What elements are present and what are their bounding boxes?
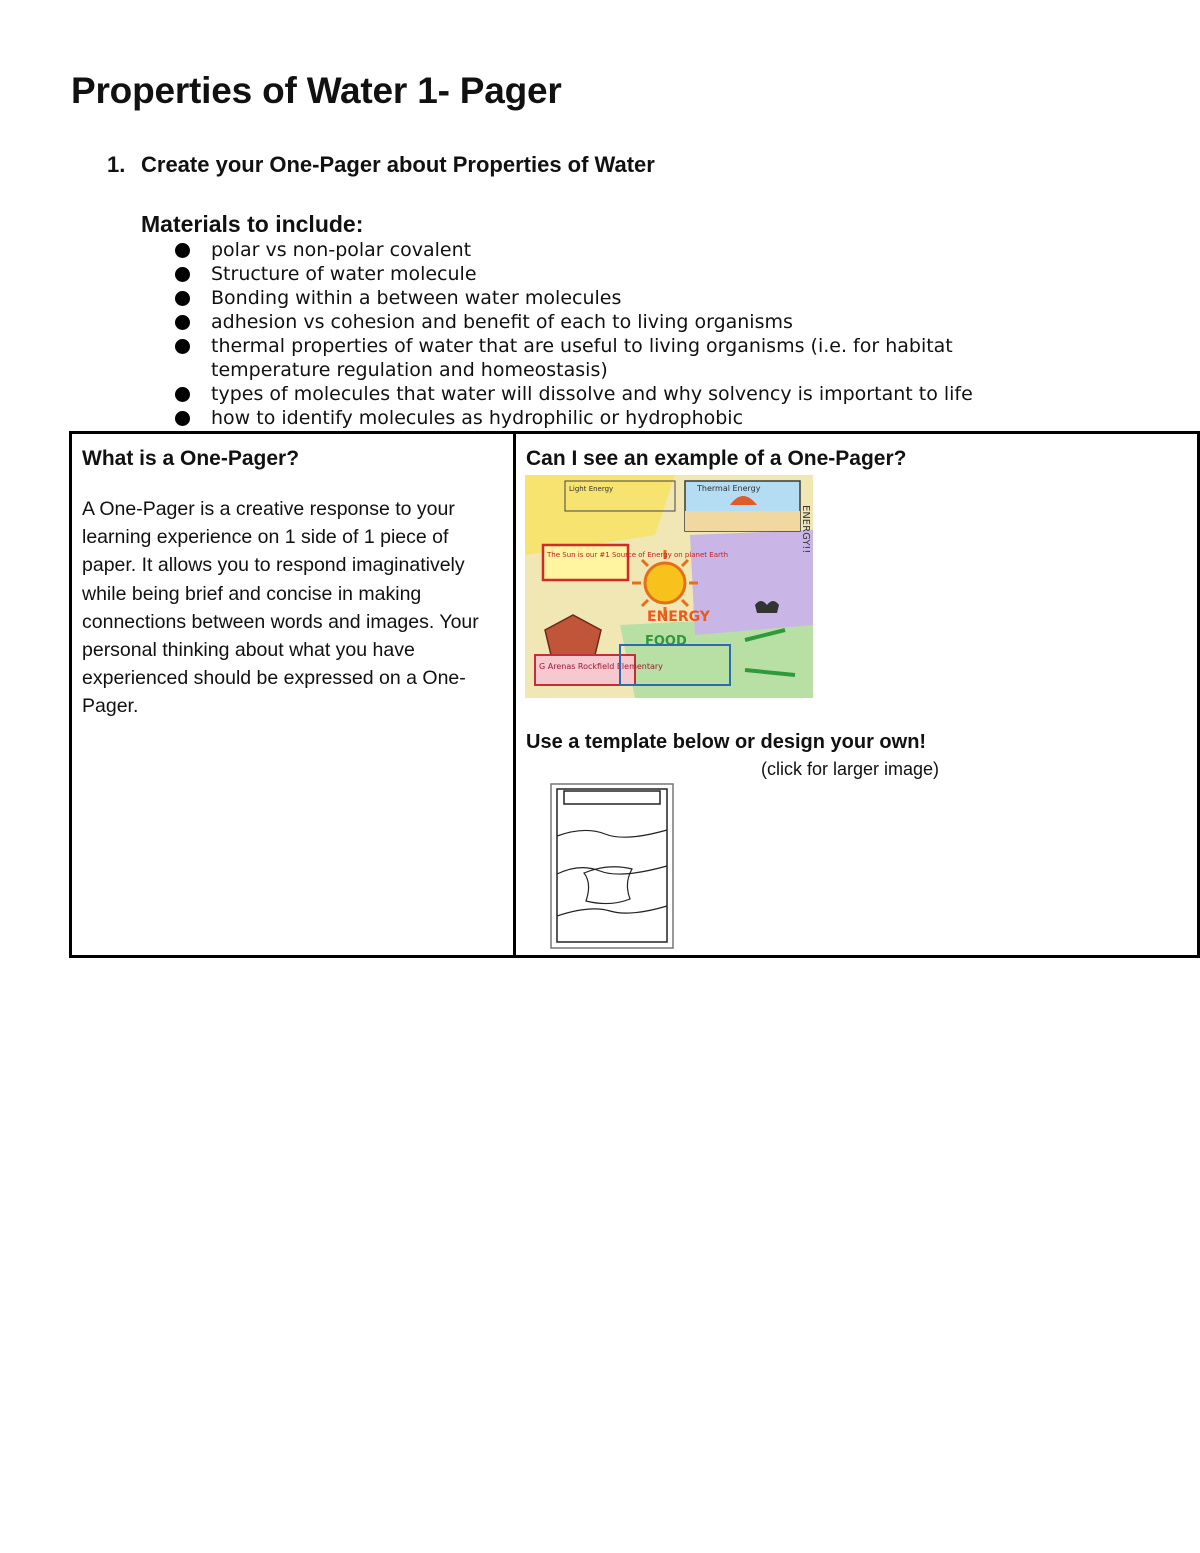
list-item: [0, 262, 1071, 286]
what-is-cell: [71, 433, 515, 957]
page-title: Properties of Water 1- Pager: [71, 70, 562, 111]
step-instruction: [107, 152, 655, 178]
list-item-text: Structure of water molecule: [211, 263, 477, 285]
what-is-body: A One-Pager is a creative response to your learning experience on 1 side of 1 piece of paper. It allows you to respond imaginatively while being brief and concise in making connections between words and images. Your personal thinking about what you have experienced should be expressed on a One-Pager.: [82, 498, 479, 718]
bullet-icon: [175, 243, 190, 258]
sun-source-label: The Sun is our #1 Source of Energy on planet Earth: [547, 551, 729, 559]
template-thumbnail[interactable]: [550, 783, 674, 949]
vertical-label: ENERGY!!: [800, 505, 811, 554]
list-item-text: polar vs non-polar covalent: [211, 239, 472, 261]
materials-list: [0, 238, 1071, 430]
thermal-label: Thermal Energy: [697, 484, 761, 493]
template-title-box: [564, 791, 660, 804]
example-one-pager-image[interactable]: [525, 475, 813, 698]
info-table: [69, 431, 1200, 958]
beach-sand: [685, 511, 800, 531]
step-text: Create your One-Pager about Properties of Water: [141, 152, 655, 177]
list-item: [0, 382, 1071, 406]
template-heading: Use a template below or design your own!: [526, 731, 927, 753]
what-is-heading: What is a One-Pager?: [82, 447, 300, 470]
food-label: FOOD: [645, 634, 687, 649]
list-item: [0, 310, 1071, 334]
list-item-text: adhesion vs cohesion and benefit of each to living organisms: [211, 311, 793, 333]
list-item: [0, 238, 1071, 262]
light-label: Light Energy: [569, 485, 614, 493]
bullet-icon: [175, 411, 190, 426]
bullet-icon: [175, 291, 190, 306]
example-one-pager-drawing: [525, 475, 813, 698]
name-label: G Arenas Rockfield Elementary: [539, 662, 663, 671]
bullet-icon: [175, 387, 190, 402]
energy-label: ENERGY: [647, 609, 710, 625]
bullet-icon: [175, 267, 190, 282]
list-item-text: thermal properties of water that are useful to living organisms (i.e. for habitat temperature regulation and homeostasis): [211, 335, 953, 381]
example-heading: Can I see an example of a One-Pager?: [526, 447, 907, 470]
list-item: [0, 286, 1071, 310]
list-item-text: Bonding within a between water molecules: [211, 287, 622, 309]
list-item-text: how to identify molecules as hydrophilic or hydrophobic: [211, 407, 744, 429]
sun-icon: [645, 563, 685, 603]
step-number: 1.: [107, 152, 126, 177]
bullet-icon: [175, 315, 190, 330]
materials-label: Materials to include:: [141, 211, 364, 237]
list-item: [0, 406, 1071, 430]
click-note: (click for larger image): [761, 759, 940, 779]
example-cell: [515, 433, 1199, 957]
list-item-text: types of molecules that water will dissolve and why solvency is important to life: [211, 383, 973, 405]
template-page: [557, 789, 667, 942]
bullet-icon: [175, 339, 190, 354]
list-item: [0, 334, 1071, 382]
template-drawing: [550, 783, 674, 949]
